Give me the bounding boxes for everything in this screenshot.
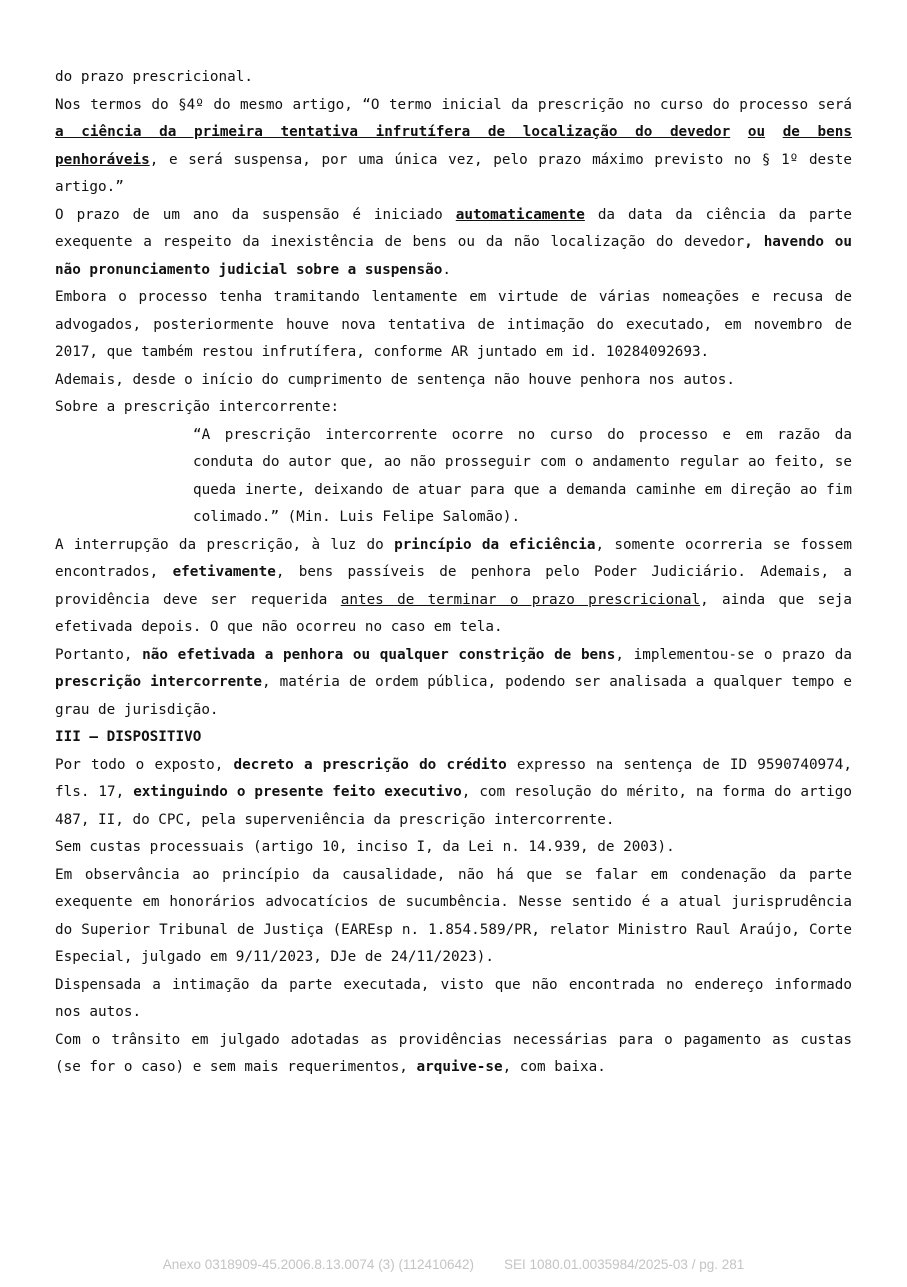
- paragraph: [55, 202, 852, 285]
- text-run: , implementou-se o prazo da: [615, 646, 853, 663]
- paragraph-text: Sobre a prescrição intercorrente:: [55, 399, 340, 415]
- document-body: [55, 64, 852, 1082]
- text-run: Com o trânsito em julgado adotadas as providências necessárias para o pagamento as custas (se for o caso) e sem mais requerimentos,: [55, 1031, 852, 1075]
- paragraph: [55, 752, 852, 835]
- underlined-text: antes de terminar o prazo prescricional: [340, 591, 701, 608]
- paragraph: [55, 394, 852, 422]
- paragraph-text: Ademais, desde o início do cumprimento de sentença não houve penhora nos autos.: [55, 371, 735, 388]
- bold-text: extinguindo o presente feito executivo: [133, 784, 462, 800]
- text-run: Nos termos do §4º do mesmo artigo, “O termo inicial da prescrição no curso do processo será: [55, 96, 852, 113]
- paragraph: [55, 532, 852, 642]
- bold-underlined-text: a ciência da primeira tentativa infrutífera de localização do devedor: [55, 124, 731, 140]
- paragraph: [55, 834, 852, 862]
- paragraph-text: Sem custas processuais (artigo 10, inciso I, da Lei n. 14.939, de 2003).: [55, 839, 675, 855]
- footer-sei-reference: SEI 1080.01.0035984/2025-03 / pg. 281: [504, 1257, 745, 1272]
- bold-underlined-text: ou: [747, 124, 766, 140]
- text-run: Portanto,: [55, 646, 143, 663]
- bold-text: decreto a prescrição do crédito: [233, 756, 507, 773]
- paragraph: [55, 92, 852, 202]
- text-run: A interrupção da prescrição, à luz do: [55, 536, 395, 553]
- heading-text: III – DISPOSITIVO: [55, 729, 202, 745]
- text-run: , bens passíveis de penhora pelo Poder Judiciário. Ademais, a providência deve ser requerida: [55, 564, 852, 608]
- paragraph: [55, 64, 852, 92]
- text-run: , e será suspensa, por uma única vez, pelo prazo máximo previsto no § 1º deste artigo.”: [55, 151, 852, 195]
- bold-text: efetivamente: [172, 564, 276, 580]
- paragraph: [55, 972, 852, 1027]
- footer-annex-reference: Anexo 0318909-45.2006.8.13.0074 (3) (112410642): [162, 1257, 475, 1272]
- text-run: [730, 124, 748, 140]
- block-quote: [193, 422, 852, 532]
- text-run: expresso na sentença de ID 9590740974, fls. 17,: [55, 756, 852, 800]
- text-run: , com resolução do mérito, na forma do artigo 487, II, do CPC, pela superveniência da prescrição intercorrente.: [55, 784, 852, 828]
- text-run: , somente ocorreria se fossem encontrados,: [55, 536, 852, 580]
- text-run: , ainda que seja efetivada depois. O que não ocorreu no caso em tela.: [55, 591, 852, 635]
- paragraph-text: Em observância ao princípio da causalidade, não há que se falar em condenação da parte exequente em honorários advocatícios de sucumbência. Nesse sentido é a atual jurisprudência do Superior Tribunal de Justiça (EAREsp n. 1.854.589/PR, relator Ministro Raul Araújo, Corte Especial, julgado em 9/11/2023, DJe de 24/11/2023).: [55, 866, 852, 965]
- bold-text: arquive-se: [416, 1059, 503, 1075]
- bold-text: prescrição intercorrente: [55, 674, 263, 690]
- bold-underlined-text: automaticamente: [455, 206, 585, 223]
- paragraph-text: do prazo prescricional.: [55, 69, 253, 85]
- paragraph: [55, 284, 852, 367]
- paragraph: [55, 367, 852, 395]
- text-run: [765, 124, 783, 140]
- quote-text: “A prescrição intercorrente ocorre no curso do processo e em razão da conduta do autor que, ao não prosseguir com o andamento regular ao feito, se queda inerte, deixando de atuar para que a demanda caminhe em direção ao fim colimado.” (Min. Luis Felipe Salomão).: [193, 426, 852, 525]
- paragraph: [55, 862, 852, 972]
- page-footer: [0, 1257, 907, 1272]
- bold-text: princípio da eficiência: [394, 536, 596, 553]
- text-run: , matéria de ordem pública, podendo ser analisada a qualquer tempo e grau de jurisdição.: [55, 674, 852, 718]
- paragraph: [55, 642, 852, 725]
- paragraph-text: Dispensada a intimação da parte executada, visto que não encontrada no endereço informado nos autos.: [55, 976, 852, 1020]
- text-run: Por todo o exposto,: [55, 756, 234, 773]
- text-run: .: [442, 261, 451, 278]
- paragraph-text: Embora o processo tenha tramitando lentamente em virtude de várias nomeações e recusa de advogados, posteriormente houve nova tentativa de intimação do executado, em novembro de 2017, que também restou infrutífera, conforme AR juntado em id. 10284092693.: [55, 289, 852, 360]
- bold-underlined-text: de bens penhoráveis: [55, 124, 852, 168]
- section-heading: [55, 724, 852, 752]
- footer-gap: [474, 1257, 504, 1272]
- text-run: , com baixa.: [502, 1059, 606, 1075]
- paragraph: [55, 1027, 852, 1082]
- bold-text: não efetivada a penhora ou qualquer constrição de bens: [142, 646, 616, 663]
- text-run: da data da ciência da parte exequente a respeito da inexistência de bens ou da não localização do devedor: [55, 206, 853, 250]
- text-run: O prazo de um ano da suspensão é iniciado: [55, 206, 456, 223]
- bold-text: , havendo ou não pronunciamento judicial sobre a suspensão: [55, 234, 852, 278]
